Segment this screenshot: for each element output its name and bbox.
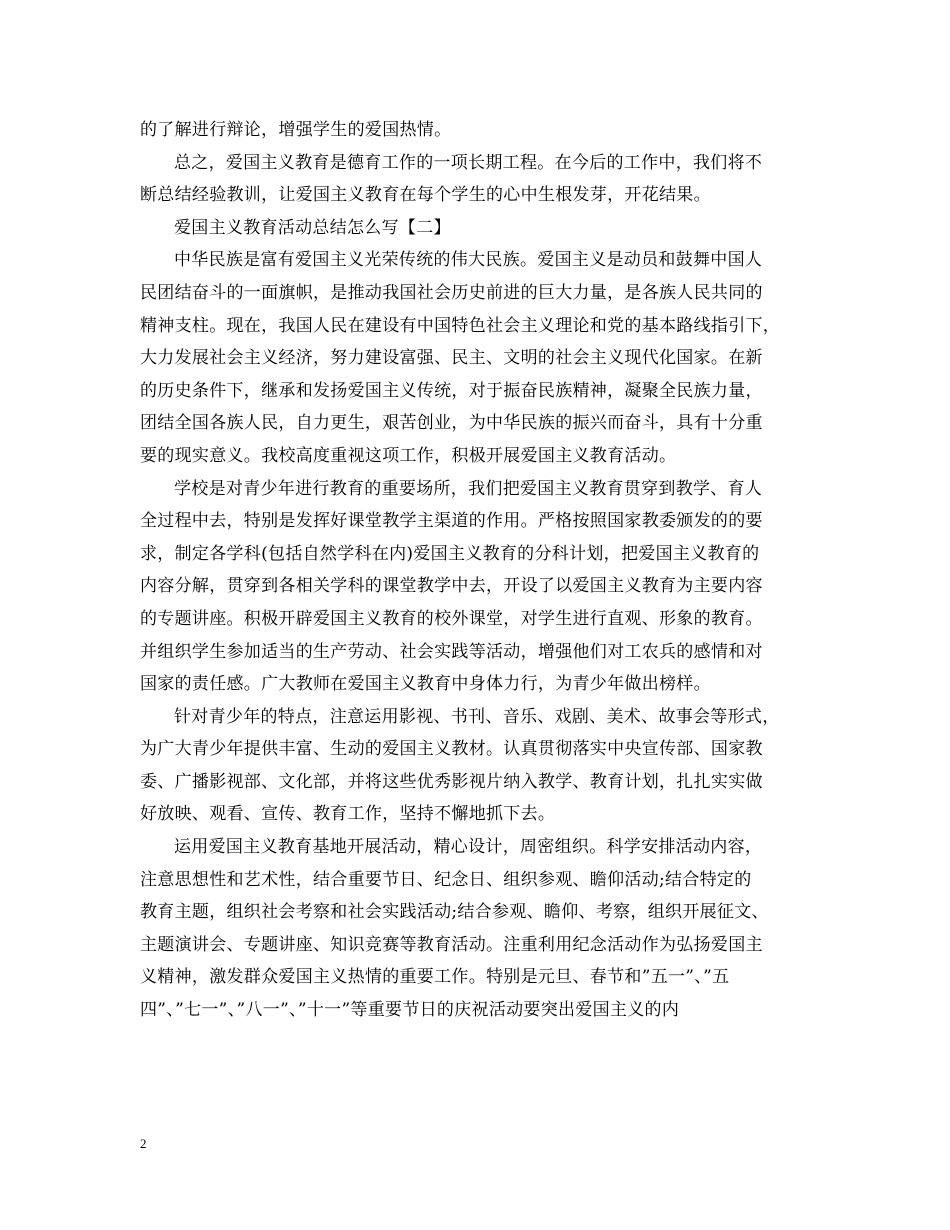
text-line: 义精神，激发群众爱国主义热情的重要工作。特别是元旦、春节和”五一”、”五	[140, 967, 730, 988]
text-line: 要的现实意义。我校高度重视这项工作，积极开展爱国主义教育活动。	[140, 445, 677, 466]
text-line: 的专题讲座。积极开辟爱国主义教育的校外课堂，对学生进行直观、形象的教育。	[140, 608, 763, 629]
text-line: 国家的责任感。广大教师在爱国主义教育中身体力行，为青少年做出榜样。	[140, 674, 711, 695]
paragraph-first-line: 运用爱国主义教育基地开展活动，精心设计，周密组织。科学安排活动内容，	[174, 837, 763, 858]
paragraph-first-line: 学校是对青少年进行教育的重要场所，我们把爱国主义教育贯穿到教学、育人	[174, 478, 763, 499]
text-line: 并组织学生参加适当的生产劳动、社会实践等活动，增强他们对工农兵的感情和对	[140, 641, 763, 662]
paragraph-first-line: 总之，爱国主义教育是德育工作的一项长期工程。在今后的工作中，我们将不	[174, 152, 763, 173]
text-line: 团结全国各族人民，自力更生，艰苦创业，为中华民族的振兴而奋斗，具有十分重	[140, 413, 763, 434]
text-line: 的了解进行辩论，增强学生的爱国热情。	[140, 120, 452, 140]
text-line: 民团结奋斗的一面旗帜，是推动我国社会历史前进的巨大力量，是各族人民共同的	[140, 282, 763, 303]
text-line: 注意思想性和艺术性，结合重要节日、纪念日、组织参观、瞻仰活动;结合特定的	[140, 869, 752, 890]
paragraph-first-line: 中华民族是富有爱国主义光荣传统的伟大民族。爱国主义是动员和鼓舞中国人	[174, 250, 763, 271]
text-line: 好放映、观看、宣传、教育工作，坚持不懈地抓下去。	[140, 804, 556, 825]
text-line: 全过程中去，特别是发挥好课堂教学主渠道的作用。严格按照国家教委颁发的的要	[140, 511, 763, 532]
text-line: 教育主题，组织社会考察和社会实践活动;结合参观、瞻仰、考察，组织开展征文、	[140, 902, 769, 923]
text-line: 主题演讲会、专题讲座、知识竞赛等教育活动。注重利用纪念活动作为弘扬爱国主	[140, 934, 763, 955]
page-number: 2	[140, 1136, 147, 1151]
text-line: 委、广播影视部、文化部，并将这些优秀影视片纳入教学、教育计划，扎扎实实做	[140, 771, 763, 792]
document-body	[140, 114, 820, 1027]
text-line: 的历史条件下，继承和发扬爱国主义传统，对于振奋民族精神，凝聚全民族力量，	[140, 380, 763, 401]
paragraph-first-line: 爱国主义教育活动总结怎么写【二】	[174, 217, 451, 238]
paragraph-first-line: 针对青少年的特点，注意运用影视、书刊、音乐、戏剧、美术、故事会等形式，	[174, 706, 780, 727]
text-line: 四”、”七一”、”八一”、”十一”等重要节日的庆祝活动要突出爱国主义的内	[140, 1000, 680, 1021]
text-line: 内容分解，贯穿到各相关学科的课堂教学中去，开设了以爱国主义教育为主要内容	[140, 576, 763, 597]
text-line: 求，制定各学科(包括自然学科在内)爱国主义教育的分科计划，把爱国主义教育的	[140, 543, 760, 564]
text-line: 断总结经验教训，让爱国主义教育在每个学生的心中生根发芽，开花结果。	[140, 185, 711, 206]
text-line: 精神支柱。现在，我国人民在建设有中国特色社会主义理论和党的基本路线指引下，	[140, 315, 781, 336]
text-line: 为广大青少年提供丰富、生动的爱国主义教材。认真贯彻落实中央宣传部、国家教	[140, 739, 763, 760]
text-line: 大力发展社会主义经济，努力建设富强、民主、文明的社会主义现代化国家。在新	[140, 348, 763, 369]
